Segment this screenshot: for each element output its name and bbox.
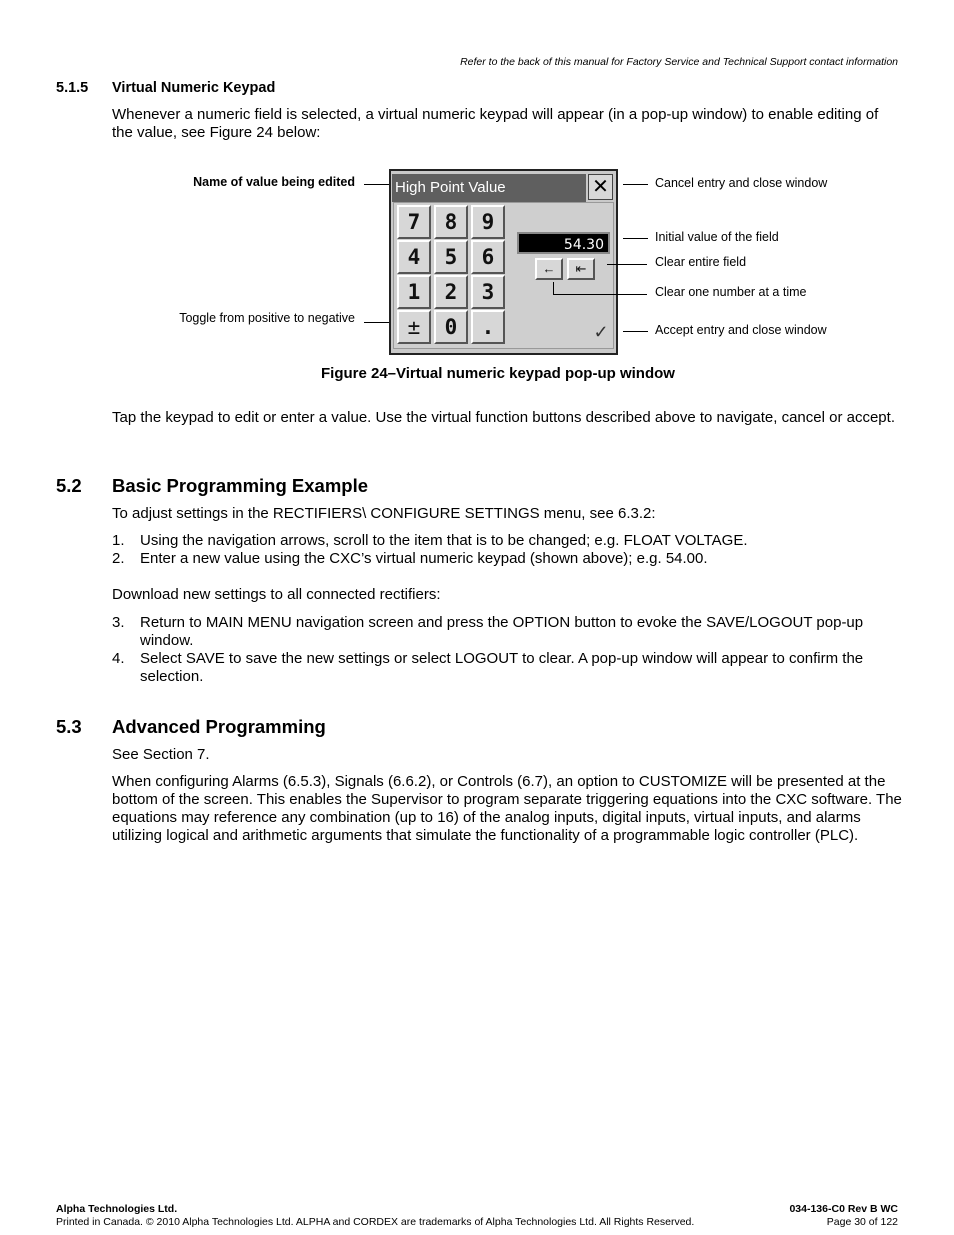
callout-clear-field: Clear entire field [655,255,747,269]
footer-rights: Printed in Canada. © 2010 Alpha Technologies Ltd. ALPHA and CORDEX are trademarks of Alpha Technologies Ltd. All Rights Reserved. [56,1216,695,1228]
callout-line [607,264,647,265]
key-0[interactable]: 0 [434,310,468,344]
key-2[interactable]: 2 [434,275,468,309]
callout-line [553,282,554,294]
see-section: See Section 7. [112,746,210,763]
step-text: Select SAVE to save the new settings or select LOGOUT to clear. A pop-up window will appear to confirm the selection. [140,650,864,685]
list-item [112,550,902,568]
callout-line [623,331,648,332]
section-title: Advanced Programming [112,716,326,737]
download-paragraph: Download new settings to all connected rectifiers: [112,586,441,603]
callout-line [553,294,647,295]
callout-line [364,184,389,185]
section-title: Basic Programming Example [112,475,369,496]
section-title: Virtual Numeric Keypad [112,80,276,96]
list-item [112,532,902,550]
clear-field-icon[interactable]: ⇤ [567,258,595,280]
key-5[interactable]: 5 [434,240,468,274]
key-4[interactable]: 4 [397,240,431,274]
section-body: Whenever a numeric field is selected, a virtual numeric keypad will appear (in a pop-up window) to enable editing of the value, see Figure 24 below: [112,106,879,141]
key-6[interactable]: 6 [471,240,505,274]
callout-toggle: Toggle from positive to negative [179,311,355,325]
key-decimal[interactable]: . [471,310,505,344]
step-text: Return to MAIN MENU navigation screen and press the OPTION button to evoke the SAVE/LOGOUT pop-up window. [140,614,864,649]
list-item [112,614,902,650]
step-text: Using the navigation arrows, scroll to the item that is to be changed; e.g. FLOAT VOLTAGE. [140,532,748,549]
backspace-icon[interactable]: ← [535,258,563,280]
step-text: Enter a new value using the CXC’s virtual numeric keypad (shown above); e.g. 54.00. [140,550,708,567]
step-number: 3. [112,614,125,631]
callout-line [364,322,389,323]
callout-name: Name of value being edited [193,175,355,189]
tap-paragraph: Tap the keypad to edit or enter a value. Use the virtual function buttons described above to navigate, cancel or accept. [112,409,895,426]
steps-list-b [112,614,902,686]
figure-caption: Figure 24–Virtual numeric keypad pop-up window [321,365,675,382]
step-number: 1. [112,532,125,549]
section-number: 5.1.5 [56,80,89,96]
callout-cancel: Cancel entry and close window [655,176,828,190]
section-body: When configuring Alarms (6.5.3), Signals (6.6.2), or Controls (6.7), an option to CUSTOMIZE will be presented at the bottom of the screen. This enables the Supervisor to program separate triggering equations into the CXC software. The equations may reference any combination (up to 16) of the analog inputs, digital inputs, virtual inputs, and alarms utilizing logical and arithmetic arguments that simulate the functionality of a programmable logic controller (PLC). [112,773,902,844]
key-3[interactable]: 3 [471,275,505,309]
callout-line [623,238,648,239]
key-7[interactable]: 7 [397,205,431,239]
callout-clear-one: Clear one number at a time [655,285,807,299]
section-intro: To adjust settings in the RECTIFIERS\ CONFIGURE SETTINGS menu, see 6.3.2: [112,505,656,522]
key-plus-minus[interactable]: ± [397,310,431,344]
list-item [112,650,902,686]
callout-accept: Accept entry and close window [655,323,827,337]
header-note: Refer to the back of this manual for Factory Service and Technical Support contact information [460,56,898,68]
callout-initial: Initial value of the field [655,230,779,244]
footer-docnum: 034-136-C0 Rev B WC [789,1203,898,1215]
footer-company: Alpha Technologies Ltd. [56,1203,178,1215]
section-number: 5.2 [56,475,82,496]
callout-line [623,184,648,185]
keypad-title: High Point Value [392,174,586,202]
checkmark-icon[interactable]: ✓ [593,322,609,342]
footer-page: Page 30 of 122 [826,1216,898,1228]
step-number: 4. [112,650,125,667]
key-9[interactable]: 9 [471,205,505,239]
section-number: 5.3 [56,716,82,737]
value-display: 54.30 [517,232,610,254]
key-1[interactable]: 1 [397,275,431,309]
close-icon[interactable]: ✕ [588,174,613,200]
step-number: 2. [112,550,125,567]
steps-list-a [112,532,902,568]
key-8[interactable]: 8 [434,205,468,239]
